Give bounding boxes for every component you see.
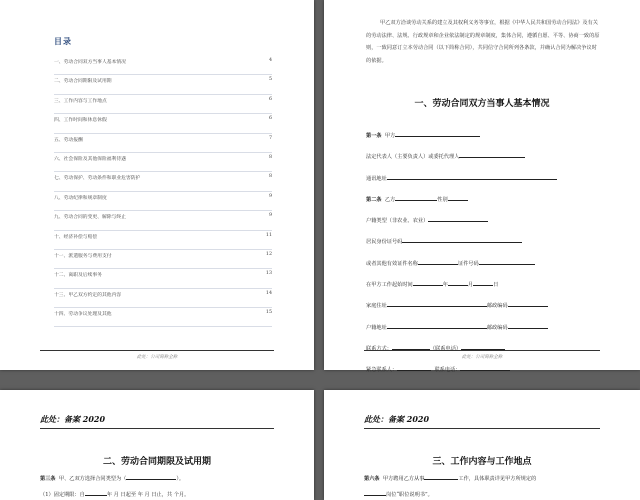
other-id-blank[interactable] — [418, 259, 458, 265]
fixed-term-label: （1）固定期限：自 — [40, 492, 85, 498]
toc-item[interactable] — [54, 95, 272, 114]
row-party-a — [366, 131, 606, 152]
toc-list — [54, 56, 272, 327]
emergency-label: 紧急联系人： — [366, 367, 398, 374]
page-section-1 — [324, 0, 640, 374]
toc-item[interactable] — [54, 231, 272, 250]
party-b-blank[interactable] — [395, 195, 437, 201]
toc-item-title: 十、经济补偿与赔偿 — [54, 234, 98, 240]
row-work-start — [366, 280, 606, 301]
toc-item-page: 8 — [268, 154, 272, 160]
row-id-no — [366, 237, 606, 258]
toc-item-page: 4 — [268, 58, 272, 63]
row-emergency — [366, 365, 606, 386]
toc-item[interactable] — [54, 269, 272, 288]
address-blank[interactable] — [387, 174, 557, 180]
art6-line2-text: 岗位“职位说明书”。 — [386, 492, 433, 498]
row-hukou-type — [366, 216, 606, 237]
fixed-start-year-blank[interactable] — [85, 490, 107, 496]
cert-no-label: 证件号码 — [457, 260, 479, 267]
toc-item-page: 11 — [265, 232, 272, 238]
toc-item-page: 6 — [268, 116, 272, 122]
cert-no-blank[interactable] — [479, 259, 535, 265]
page-section-3 — [324, 390, 640, 500]
id-no-blank[interactable] — [402, 237, 522, 243]
art3-label: 第三条 — [40, 476, 56, 482]
party-info-form — [366, 131, 606, 387]
row-home-addr — [366, 301, 606, 322]
emergency-blank[interactable] — [397, 365, 431, 371]
row-address — [366, 174, 606, 195]
page-section-2 — [0, 390, 314, 500]
toc-item[interactable] — [54, 289, 272, 308]
toc-item-title: 九、劳动合同的变更、解除与终止 — [54, 215, 126, 221]
address-label: 通讯地址 — [366, 175, 387, 182]
home-addr-blank[interactable] — [387, 301, 487, 307]
art6-rest: 工作，具体职责详见甲方所规定的 — [458, 476, 537, 482]
toc-item[interactable] — [54, 153, 272, 172]
contact-phone-label: （联系电话） — [429, 345, 462, 352]
position-blank[interactable] — [364, 490, 386, 496]
day-label: 日 — [493, 282, 499, 289]
header-rule — [364, 428, 600, 429]
year-label: 年 — [442, 282, 448, 289]
toc-item[interactable] — [54, 134, 272, 153]
work-start-label: 在甲方工作起始时间 — [366, 282, 413, 289]
section-2-title: 二、劳动合同期限及试用期 — [102, 457, 211, 467]
toc-item[interactable] — [54, 192, 272, 211]
page-toc — [0, 0, 314, 370]
art6-text: 甲方聘用乙方从事 — [382, 476, 425, 482]
toc-item-page: 7 — [268, 135, 272, 141]
page-footer: 此处：公司简称全称 — [40, 350, 274, 360]
toc-item-title: 二、劳动合同期限及试用期 — [54, 79, 112, 85]
art2-label: 第二条 — [366, 196, 382, 203]
toc-item-page: 14 — [265, 290, 272, 296]
legal-rep-blank[interactable] — [459, 152, 525, 158]
year-blank[interactable] — [413, 280, 443, 286]
section-3-title: 三、工作内容与工作地点 — [432, 457, 532, 467]
hukou-addr-blank[interactable] — [387, 323, 487, 329]
intro-paragraph: 甲乙双方洽谈劳动关系的建立及其权利义务等事宜，根据《中华人民共和国劳动合同法》及有关的劳动法律、法规、行政规章和企业依法制定的规章制度，集体合同，遵循自愿、平等、协商一致的原则，一致同意订立本劳动合同（以下简称合同），共同信守合同所列各条款，并确认合同为解决争议时的依据。 — [366, 20, 600, 64]
art6-line-2 — [364, 490, 604, 498]
emergency-phone-blank[interactable] — [460, 365, 510, 371]
party-b-label: 乙方 — [384, 196, 396, 203]
fixed-term-rest: 年 月 日起至 年 月 日止，共 个月。 — [106, 492, 190, 498]
toc-item-page: 9 — [268, 213, 272, 219]
toc-item-page: 9 — [268, 193, 272, 199]
toc-item-page: 13 — [265, 271, 272, 277]
hukou-type-label: 户籍类型（非农业、农业） — [366, 218, 429, 225]
month-blank[interactable] — [448, 280, 468, 286]
toc-item-title: 三、工作内容与工作地点 — [54, 98, 107, 104]
art1-label: 第一条 — [366, 133, 382, 139]
home-addr-label: 家庭住址 — [366, 303, 387, 310]
emergency-phone-label: 联系电话： — [434, 367, 461, 374]
toc-item-page: 6 — [268, 96, 272, 102]
contact-label: 联系方式： — [366, 345, 392, 352]
toc-item-title: 十三、甲乙双方约定的其他内容 — [54, 292, 122, 298]
party-a-label: 甲方 — [384, 133, 396, 139]
toc-item[interactable] — [54, 75, 272, 94]
postcode-label: 邮政编码 — [486, 303, 508, 310]
toc-item-title: 十二、离职及后续事务 — [54, 273, 102, 279]
header-signature: 此处：备案 2020 — [40, 414, 106, 424]
hukou-postcode-blank[interactable] — [508, 323, 548, 329]
page-footer: 此处：公司简称全称 — [364, 350, 600, 360]
art3-end: ）。 — [176, 476, 185, 482]
hukou-addr-label: 户籍地址 — [366, 324, 387, 331]
header-signature: 此处：备案 2020 — [364, 414, 430, 424]
party-a-blank[interactable] — [395, 131, 480, 137]
job-blank[interactable] — [424, 474, 458, 480]
hukou-type-blank[interactable] — [428, 216, 488, 222]
toc-item[interactable] — [54, 308, 272, 327]
toc-item-title: 七、劳动保护、劳动条件和职业危害防护 — [54, 176, 141, 182]
art6-label: 第六条 — [364, 476, 380, 482]
toc-item-page: 8 — [268, 174, 272, 180]
row-other-id — [366, 259, 606, 280]
row-legal-rep — [366, 152, 606, 173]
month-label: 月 — [467, 282, 474, 289]
home-postcode-blank[interactable] — [508, 301, 548, 307]
toc-title: 目录 — [54, 36, 72, 46]
postcode-label-2: 邮政编码 — [486, 324, 508, 331]
gender-label: 性别 — [437, 196, 448, 203]
fixed-term-line — [40, 490, 280, 498]
toc-item-title: 十一、派遣服务与费用支付 — [54, 253, 112, 259]
toc-item-page: 15 — [265, 310, 272, 316]
row-hukou-addr — [366, 323, 606, 344]
row-party-b — [366, 195, 606, 216]
toc-item-title: 六、社会保险及其他保险福利待遇 — [54, 156, 126, 162]
toc-item[interactable] — [54, 172, 272, 191]
day-blank[interactable] — [473, 280, 493, 286]
toc-item-title: 八、劳动纪律和规章制度 — [54, 195, 107, 201]
toc-item-title: 十四、劳动争议处理及其他 — [54, 312, 112, 318]
toc-item[interactable] — [54, 56, 272, 75]
other-id-label: 或者其他有效证件名称 — [366, 260, 418, 267]
art6-line — [364, 474, 604, 482]
toc-item[interactable] — [54, 114, 272, 133]
legal-rep-label: 法定代表人（主要负责人）或委托代理人 — [366, 154, 460, 161]
art3-text: 甲、乙双方选择合同类型为（ — [58, 476, 127, 482]
toc-item-page: 5 — [268, 77, 272, 83]
toc-item[interactable] — [54, 250, 272, 269]
toc-item-page: 12 — [265, 251, 272, 257]
contract-type-blank[interactable] — [126, 474, 176, 480]
section-1-title: 一、劳动合同双方当事人基本情况 — [414, 99, 550, 109]
id-no-label: 居民身份证号码 — [366, 239, 403, 246]
gender-blank[interactable] — [448, 195, 468, 201]
toc-item-title: 四、工作时间和休息休假 — [54, 118, 107, 124]
toc-item-title: 五、劳动报酬 — [54, 137, 83, 143]
toc-item[interactable] — [54, 211, 272, 230]
toc-item-title: 一、劳动合同双方当事人基本情况 — [54, 60, 126, 65]
header-rule — [40, 428, 274, 429]
art3-line — [40, 474, 280, 482]
